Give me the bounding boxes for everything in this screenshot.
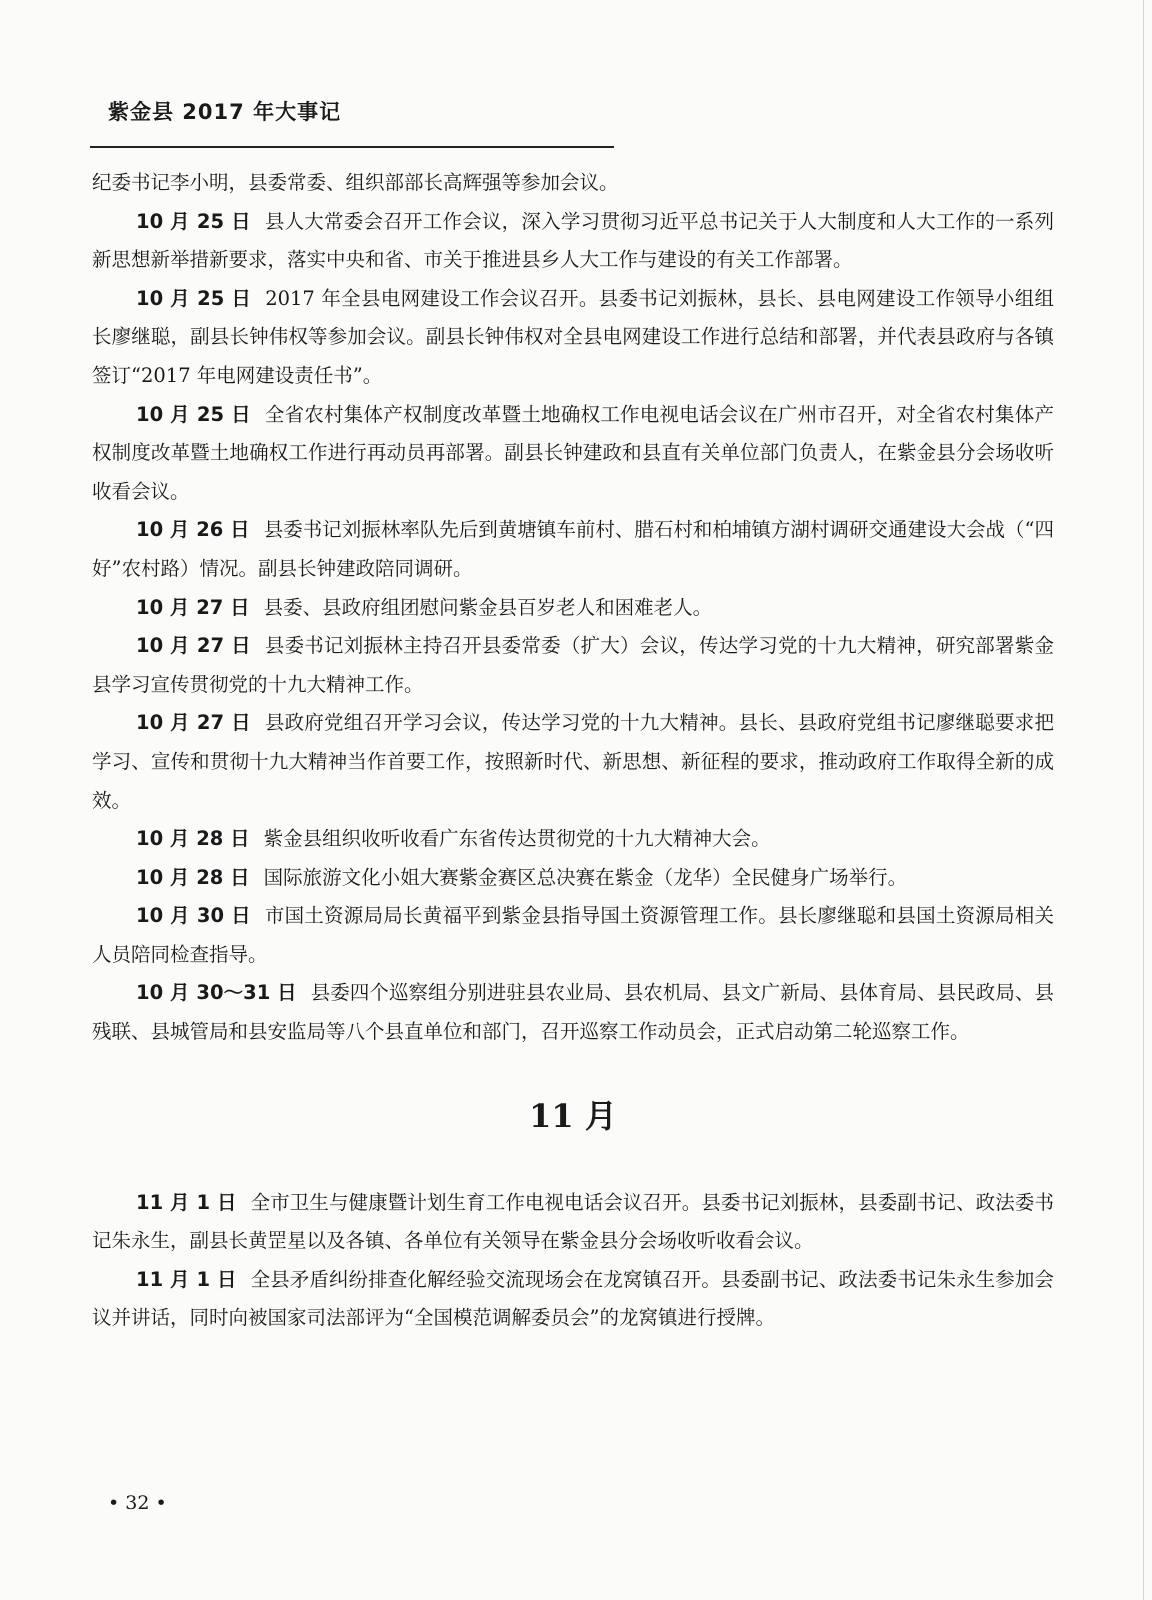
chronicle-entry <box>92 589 1054 628</box>
entry-date: 10 月 25 日 <box>136 402 251 426</box>
entry-date: 10 月 25 日 <box>136 209 251 233</box>
continuation-paragraph: 纪委书记李小明，县委常委、组织部部长高辉强等参加会议。 <box>92 171 619 194</box>
entry-date: 10 月 30～31 日 <box>136 981 297 1005</box>
chronicle-entry <box>92 974 1054 1051</box>
chronicle-entry <box>92 511 1054 588</box>
chronicle-entry <box>92 280 1054 396</box>
entry-date: 11 月 1 日 <box>136 1267 237 1291</box>
page-body <box>92 164 1054 1338</box>
chronicle-entry <box>92 859 1054 898</box>
chronicle-entry <box>92 396 1054 512</box>
entry-text: 市国土资源局局长黄福平到紫金县指导国土资源管理工作。县长廖继聪和县国土资源局相关人员陪同检查指导。 <box>92 904 1054 966</box>
november-entries <box>92 1184 1054 1338</box>
entry-text: 县委书记刘振林率队先后到黄塘镇车前村、腊石村和柏埔镇方湖村调研交通建设大会战（“四好”农村路）情况。副县长钟建政陪同调研。 <box>92 518 1054 580</box>
entry-date: 11 月 1 日 <box>136 1190 237 1214</box>
running-header: 紫金县 2017 年大事记 <box>108 100 342 124</box>
chronicle-entry <box>92 627 1054 704</box>
chronicle-entry <box>92 1261 1054 1338</box>
entry-date: 10 月 27 日 <box>136 634 251 658</box>
entry-text: 紫金县组织收听收看广东省传达贯彻党的十九大精神大会。 <box>263 827 771 851</box>
entry-text: 全省农村集体产权制度改革暨土地确权工作电视电话会议在广州市召开，对全省农村集体产权制度改革暨土地确权工作进行再动员再部署。副县长钟建政和县直有关单位部门负责人，在紫金县分会场收听收看会议。 <box>92 402 1054 503</box>
chronicle-entry <box>92 704 1054 820</box>
chronicle-entry <box>92 1184 1054 1261</box>
entry-text: 2017 年全县电网建设工作会议召开。县委书记刘振林，县长、县电网建设工作领导小组组长廖继聪，副县长钟伟权等参加会议。副县长钟伟权对全县电网建设工作进行总结和部署，并代表县政府与各镇签订“2017 年电网建设责任书”。 <box>92 286 1055 387</box>
october-entries <box>92 203 1054 1052</box>
page-number: • 32 • <box>108 1492 167 1514</box>
entry-text: 国际旅游文化小姐大赛紫金赛区总决赛在紫金（龙华）全民健身广场举行。 <box>263 865 908 889</box>
entry-text: 县委书记刘振林主持召开县委常委（扩大）会议，传达学习党的十九大精神，研究部署紫金县学习宣传贯彻党的十九大精神工作。 <box>92 634 1054 696</box>
entry-date: 10 月 27 日 <box>136 595 250 619</box>
entry-text: 县人大常委会召开工作会议，深入学习贯彻习近平总书记关于人大制度和人大工作的一系列新思想新举措新要求，落实中央和省、市关于推进县乡人大工作与建设的有关工作部署。 <box>92 209 1054 272</box>
entry-date: 10 月 28 日 <box>136 827 250 851</box>
entry-text: 全市卫生与健康暨计划生育工作电视电话会议召开。县委书记刘振林，县委副书记、政法委书记朱永生，副县长黄罡星以及各镇、各单位有关领导在紫金县分会场收听收看会议。 <box>92 1190 1054 1253</box>
chronicle-entry <box>92 203 1054 280</box>
chronicle-entry <box>92 820 1054 859</box>
entry-date: 10 月 27 日 <box>136 711 251 735</box>
entry-date: 10 月 26 日 <box>136 518 250 542</box>
entry-text: 全县矛盾纠纷排查化解经验交流现场会在龙窝镇召开。县委副书记、政法委书记朱永生参加会议并讲话，同时向被国家司法部评为“全国模范调解委员会”的龙窝镇进行授牌。 <box>92 1267 1054 1330</box>
month-heading: 11 月 <box>529 1096 617 1135</box>
entry-date: 10 月 25 日 <box>136 286 252 310</box>
entry-date: 10 月 30 日 <box>136 904 251 928</box>
entry-text: 县委四个巡察组分别进驻县农业局、县农机局、县文广新局、县体育局、县民政局、县残联、县城管局和县安监局等八个县直单位和部门，召开巡察工作动员会，正式启动第二轮巡察工作。 <box>92 981 1054 1044</box>
chronicle-entry <box>92 897 1054 974</box>
header-rule <box>90 146 614 148</box>
page-edge-line <box>1143 0 1144 1600</box>
entry-date: 10 月 28 日 <box>136 865 250 889</box>
entry-text: 县委、县政府组团慰问紫金县百岁老人和困难老人。 <box>263 595 713 619</box>
entry-text: 县政府党组召开学习会议，传达学习党的十九大精神。县长、县政府党组书记廖继聪要求把学习、宣传和贯彻十九大精神当作首要工作，按照新时代、新思想、新征程的要求，推动政府工作取得全新的成效。 <box>92 711 1054 812</box>
